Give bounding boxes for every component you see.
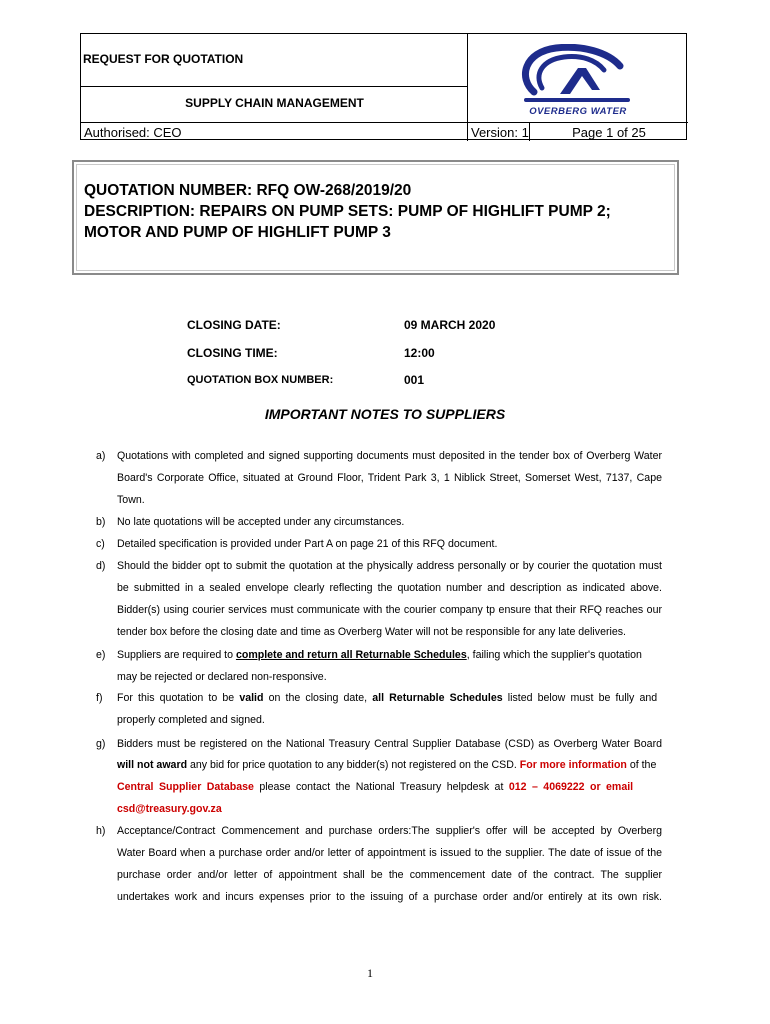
header-cell-authorised	[81, 123, 468, 141]
note-h-line-4: undertakes work and incurs expenses prior to the issuing of a purchase order and/or entirely at its own risk.	[117, 891, 662, 903]
note-h-line-3: purchase order and/or letter of appointment shall be the commencement date of the contract. The supplier	[117, 869, 662, 881]
header-cell-scm	[81, 87, 468, 123]
note-a-line-3: Town.	[117, 494, 145, 506]
note-b-letter: b)	[96, 516, 106, 528]
footer-page-number: 1	[367, 966, 373, 980]
note-e-letter: e)	[96, 649, 106, 661]
closing-date-label: CLOSING DATE:	[187, 318, 281, 332]
note-f-line-2: properly completed and signed.	[117, 714, 265, 726]
header-cell-logo	[468, 34, 688, 123]
note-d-line-3: Bidder(s) using courier services must communicate with the courier company tp ensure that their RFQ reaches our	[117, 604, 662, 616]
note-g-line-3	[117, 781, 633, 793]
logo-wordmark: OVERBERG WATER	[529, 106, 627, 117]
header-cell-page	[530, 123, 688, 141]
note-b-line-1: No late quotations will be accepted under any circumstances.	[117, 516, 405, 528]
note-g-text-end: of the	[626, 759, 657, 771]
description-line-1: DESCRIPTION: REPAIRS ON PUMP SETS: PUMP OF HIGHLIFT PUMP 2;	[84, 203, 611, 220]
important-notes-heading: IMPORTANT NOTES TO SUPPLIERS	[264, 406, 506, 422]
version-label: Version: 1	[471, 125, 529, 140]
note-a-line-2: Board's Corporate Office, situated at Ground Floor, Trident Park 3, 1 Niblick Street, Somerset West, 7137, Cape	[117, 472, 662, 484]
note-g-will-not-award: will not award	[117, 759, 188, 771]
description-line-2: MOTOR AND PUMP OF HIGHLIFT PUMP 3	[84, 224, 391, 241]
note-d-line-2: be submitted in a sealed envelope clearly reflecting the quotation number and description as indicated above.	[117, 582, 662, 594]
header-cell-version	[468, 123, 530, 141]
note-f-text: For this quotation to be	[117, 692, 240, 704]
quotation-box-value: 001	[404, 373, 425, 387]
note-f-valid: valid	[239, 692, 264, 704]
note-e-text: Suppliers are required to	[117, 649, 236, 661]
overberg-water-logo-icon	[516, 44, 638, 106]
note-g-csd-label: Central Supplier Database	[117, 781, 254, 793]
note-e-emphasis: complete and return all Returnable Schedules	[235, 649, 467, 661]
header-cell-title	[81, 34, 468, 87]
note-d-line-4: tender box before the closing date and time as Overberg Water will not be responsible for any late deliveries.	[117, 626, 626, 638]
note-f-letter: f)	[96, 692, 103, 704]
note-e-text-end: , failing which the supplier's quotation	[466, 649, 642, 661]
note-f-schedules: all Returnable Schedules	[372, 692, 503, 704]
note-d-line-1: Should the bidder opt to submit the quotation at the physically address personally or by courier the quotation must	[117, 560, 662, 572]
scm-label: SUPPLY CHAIN MANAGEMENT	[185, 96, 364, 110]
note-g-email: csd@treasury.gov.za	[117, 803, 222, 815]
note-a-line-1: Quotations with completed and signed supporting documents must deposited in the tender box of Overberg Water	[117, 450, 662, 462]
note-g-more-info: For more information	[519, 759, 627, 771]
quotation-number: QUOTATION NUMBER: RFQ OW-268/2019/20	[84, 182, 412, 199]
quotation-box-label: QUOTATION BOX NUMBER:	[187, 374, 334, 386]
note-f-line-1	[117, 692, 657, 704]
closing-time-label: CLOSING TIME:	[187, 346, 278, 360]
note-g-letter: g)	[96, 738, 106, 750]
note-f-text-mid: on the closing date,	[263, 692, 373, 704]
note-a-letter: a)	[96, 450, 106, 462]
note-c-line-1: Detailed specification is provided under Part A on page 21 of this RFQ document.	[117, 538, 498, 550]
rfq-label: REQUEST FOR QUOTATION	[83, 52, 244, 66]
document-header	[80, 33, 687, 140]
quotation-title-box	[72, 160, 679, 275]
note-g-helpdesk-text: please contact the National Treasury helpdesk at	[253, 781, 509, 793]
note-f-text-end: listed below must be fully and	[502, 692, 658, 704]
note-c-letter: c)	[96, 538, 105, 550]
note-g-text: any bid for price quotation to any bidder(s) not registered on the CSD.	[187, 759, 520, 771]
note-h-line-2: Water Board when a purchase order and/or letter of appointment is issued to the supplier. The date of issue of the	[117, 847, 662, 859]
note-g-line-2	[117, 759, 656, 771]
page-count-label: Page 1 of 25	[572, 125, 646, 140]
note-g-helpdesk-number: 012 – 4069222 or email	[508, 781, 634, 793]
note-h-line-1: Acceptance/Contract Commencement and purchase orders:The supplier's offer will be accepted by Overberg	[117, 825, 662, 837]
note-h-letter: h)	[96, 825, 106, 837]
note-e-line-2: may be rejected or declared non-responsive.	[117, 671, 327, 683]
authorised-label: Authorised: CEO	[84, 125, 182, 140]
closing-date-value: 09 MARCH 2020	[404, 318, 496, 332]
note-e-line-1	[117, 649, 662, 661]
note-d-letter: d)	[96, 560, 106, 572]
closing-time-value: 12:00	[404, 346, 435, 360]
note-g-line-1: Bidders must be registered on the National Treasury Central Supplier Database (CSD) as Overberg Water Board	[117, 738, 662, 750]
